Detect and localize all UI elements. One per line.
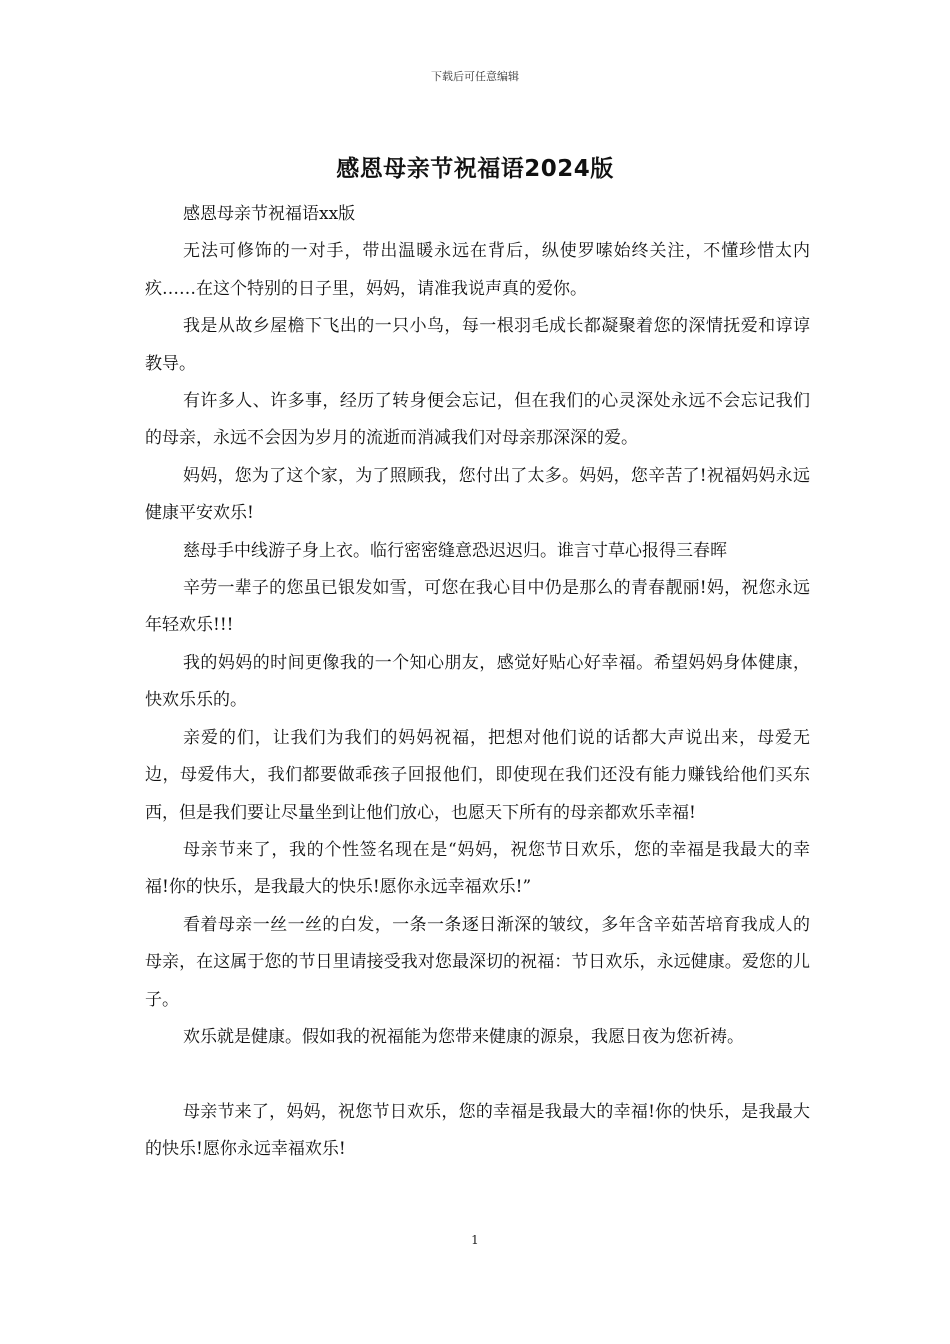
paragraph: 亲爱的们，让我们为我们的妈妈祝福，把想对他们说的话都大声说出来，母爱无边，母爱伟大，我们都要做乖孩子回报他们，即使现在我们还没有能力赚钱给他们买东西，但是我们要让尽量坐到让他们放心，也愿天下所有的母亲都欢乐幸福! xyxy=(145,727,810,823)
page-number: 1 xyxy=(471,1233,479,1247)
paragraph: 母亲节来了，我的个性签名现在是“妈妈，祝您节日欢乐，您的幸福是我最大的幸福!你的快乐，是我最大的快乐!愿你永远幸福欢乐!” xyxy=(145,839,810,898)
paragraph-subtitle: 感恩母亲节祝福语xx版 xyxy=(183,204,356,224)
paragraph: 辛劳一辈子的您虽已银发如雪，可您在我心目中仍是那么的青春靓丽!妈，祝您永远年轻欢乐!!! xyxy=(145,578,810,636)
paragraph: 我是从故乡屋檐下飞出的一只小鸟，每一根羽毛成长都凝聚着您的深情抚爱和谆谆教导。 xyxy=(145,316,810,374)
paragraph: 母亲节来了，妈妈，祝您节日欢乐，您的幸福是我最大的幸福!你的快乐，是我最大的快乐!愿你永远幸福欢乐! xyxy=(145,1101,810,1160)
paragraph: 我的妈妈的时间更像我的一个知心朋友，感觉好贴心好幸福。希望妈妈身体健康，快欢乐乐的。 xyxy=(145,652,810,711)
paragraph: 看着母亲一丝一丝的白发，一条一条逐日渐深的皱纹，多年含辛茹苦培育我成人的母亲，在这属于您的节日里请接受我对您最深切的祝福：节日欢乐，永远健康。爱您的儿子。 xyxy=(145,914,810,1010)
page-header-note: 下载后可任意编辑 xyxy=(431,70,519,83)
paragraph: 慈母手中线游子身上衣。临行密密缝意恐迟迟归。谁言寸草心报得三春晖 xyxy=(183,540,727,561)
paragraph: 无法可修饰的一对手，带出温暖永远在背后，纵使罗嗦始终关注，不懂珍惜太内疚……在这个特别的日子里，妈妈，请准我说声真的爱你。 xyxy=(145,241,810,299)
document-body xyxy=(145,196,810,1169)
document-title: 感恩母亲节祝福语2024版 xyxy=(336,156,614,182)
blank-line xyxy=(145,1056,810,1093)
paragraph: 妈妈，您为了这个家，为了照顾我，您付出了太多。妈妈，您辛苦了!祝福妈妈永远健康平安欢乐! xyxy=(145,465,810,524)
paragraph: 有许多人、许多事，经历了转身便会忘记，但在我们的心灵深处永远不会忘记我们的母亲，永远不会因为岁月的流逝而消减我们对母亲那深深的爱。 xyxy=(145,391,810,449)
paragraph: 欢乐就是健康。假如我的祝福能为您带来健康的源泉，我愿日夜为您祈祷。 xyxy=(183,1026,744,1047)
